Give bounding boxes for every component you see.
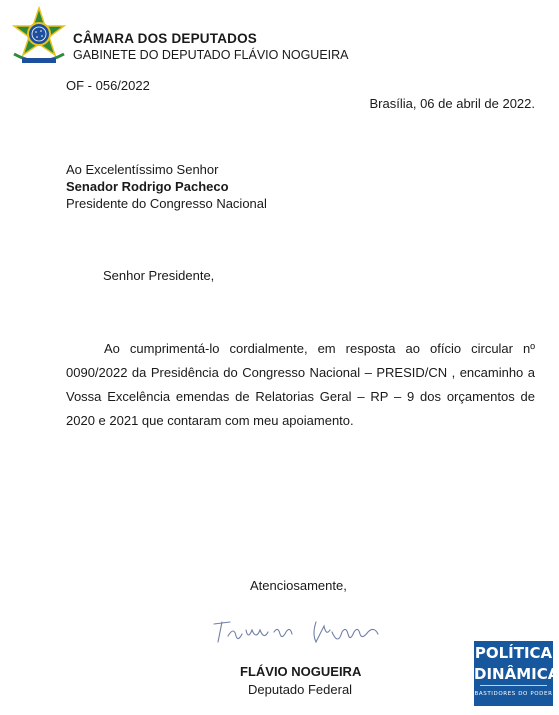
- watermark-line1: POLÍTICA: [474, 644, 553, 662]
- recipient-title: Presidente do Congresso Nacional: [66, 196, 267, 211]
- date-line: Brasília, 06 de abril de 2022.: [369, 96, 535, 111]
- brazil-coat-of-arms-icon: [8, 6, 70, 68]
- signature: [208, 612, 398, 648]
- politica-dinamica-watermark: [474, 641, 559, 706]
- recipient-name: Senador Rodrigo Pacheco: [66, 179, 229, 194]
- closing: Atenciosamente,: [250, 578, 347, 593]
- watermark-divider: [480, 685, 547, 686]
- watermark-tagline: BASTIDORES DO PODER: [474, 691, 553, 697]
- recipient-greeting: Ao Excelentíssimo Senhor: [66, 162, 219, 177]
- salutation: Senhor Presidente,: [103, 268, 215, 283]
- institution-title: CÂMARA DOS DEPUTADOS: [73, 31, 258, 46]
- letter-body: Ao cumprimentá-lo cordialmente, em resposta ao ofício circular nº 0090/2022 da Presidência do Congresso Nacional – PRESID/CN , encaminho a Vossa Excelência emendas de Relatorias Geral – RP – 9 dos orçamentos de 2020 e 2021 que contaram com meu apoiamento.: [66, 341, 535, 428]
- watermark-line2: DINÂMICA: [474, 665, 559, 683]
- signer-name: FLÁVIO NOGUEIRA: [240, 664, 362, 679]
- reference-number: OF - 056/2022: [66, 78, 150, 93]
- office-subtitle: GABINETE DO DEPUTADO FLÁVIO NOGUEIRA: [73, 48, 349, 62]
- signer-title: Deputado Federal: [248, 682, 353, 697]
